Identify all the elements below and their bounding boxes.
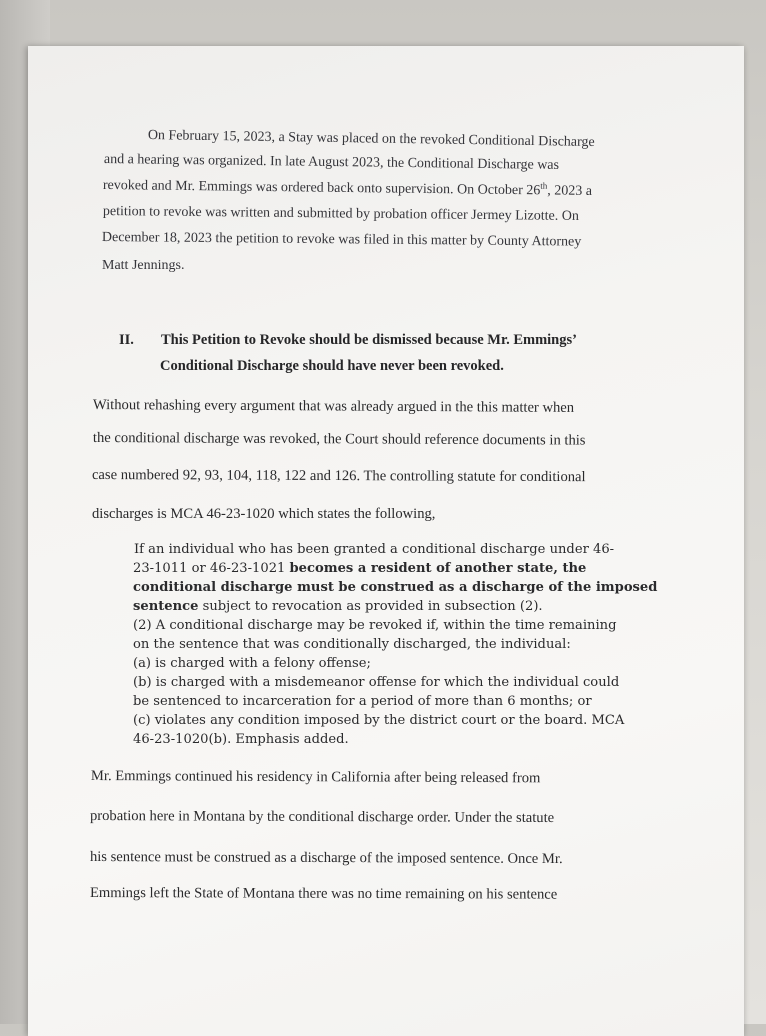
paragraph-1-line-5: December 18, 2023 the petition to revoke was filed in this matter by County Attorney [101,230,582,250]
paragraph-1-line-4: petition to revoke was written and submitted by probation officer Jermey Lizotte. On [102,204,579,224]
paragraph-2-line-4: discharges is MCA 46-23-1020 which states the following, [92,506,436,522]
quote-line-2: 23-1011 or 46-23-1021 becomes a resident of another state, the [133,561,587,576]
quote-line-5: (2) A conditional discharge may be revoked if, within the time remaining [133,618,617,633]
quote-line-10: (c) violates any condition imposed by the district court or the board. MCA [133,713,625,728]
paragraph-2-line-1: Without rehashing every argument that was already argued in the this matter when [92,397,575,416]
quote-line-7: (a) is charged with a felony offense; [133,656,371,671]
paragraph-3-line-4: Emmings left the State of Montana there was no time remaining on his sentence [89,885,558,903]
paragraph-1-line-1: On February 15, 2023, a Stay was placed on the revoked Conditional Discharge [147,128,595,151]
section-heading-line-1: This Petition to Revoke should be dismissed because Mr. Emmings’ [161,332,577,348]
quote-line-1: If an individual who has been granted a conditional discharge under 46- [134,542,615,557]
paragraph-2-line-2: the conditional discharge was revoked, the Court should reference documents in this [92,430,586,449]
quote-line-4: sentence subject to revocation as provided in subsection (2). [133,599,543,614]
quote-line-9: be sentenced to incarceration for a period of more than 6 months; or [133,694,592,709]
quote-line-11: 46-23-1020(b). Emphasis added. [133,732,349,747]
paragraph-1-line-3: revoked and Mr. Emmings was ordered back onto supervision. On October 26th, 2023 a [102,178,593,199]
paragraph-3-line-3: his sentence must be construed as a discharge of the imposed sentence. Once Mr. [89,849,563,868]
quote-line-3: conditional discharge must be construed as a discharge of the imposed [133,580,658,595]
paragraph-1-line-2: and a hearing was organized. In late August 2023, the Conditional Discharge was [103,152,560,173]
section-number: II. [119,332,134,348]
quote-line-6: on the sentence that was conditionally discharged, the individual: [133,637,571,652]
paragraph-2-line-3: case numbered 92, 93, 104, 118, 122 and 126. The controlling statute for conditional [91,467,586,486]
paragraph-3-line-2: probation here in Montana by the conditional discharge order. Under the statute [89,808,555,827]
quote-line-8: (b) is charged with a misdemeanor offense for which the individual could [133,675,620,690]
paragraph-3-line-1: Mr. Emmings continued his residency in California after being released from [90,768,541,787]
paragraph-1-line-6: Matt Jennings. [102,258,185,273]
section-heading-line-2: Conditional Discharge should have never been revoked. [160,358,504,374]
